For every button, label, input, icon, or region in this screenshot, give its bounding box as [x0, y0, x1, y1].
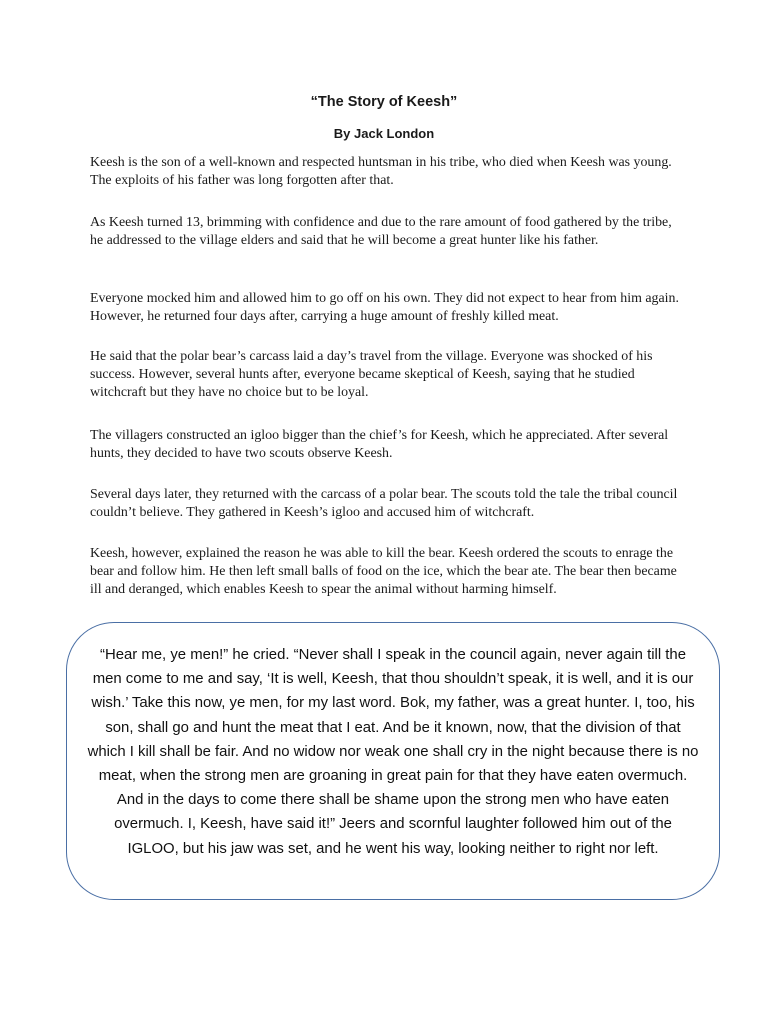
paragraph-2: As Keesh turned 13, brimming with confidence and due to the rare amount of food gathered by the tribe, he addressed to the village elders and said that he will become a great hunter like his father. [90, 215, 672, 248]
paragraph-5: The villagers constructed an igloo bigger than the chief’s for Keesh, which he appreciated. After several hunts, they decided to have two scouts observe Keesh. [90, 428, 669, 461]
paragraph-7: Keesh, however, explained the reason he was able to kill the bear. Keesh ordered the scouts to enrage the bear and follow him. He then left small balls of food on the ice, which the bear ate. The bear then became ill and deranged, which enables Keesh to spear the animal without harming himself. [90, 546, 677, 597]
quote-box [66, 622, 720, 900]
paragraph-4: He said that the polar bear’s carcass laid a day’s travel from the village. Everyone was shocked of his success. However, several hunts after, everyone became skeptical of Keesh, saying that he studied witchcraft but they have no choice but to be loyal. [90, 349, 653, 400]
document-title: “The Story of Keesh” [310, 94, 458, 110]
paragraph-3: Everyone mocked him and allowed him to go off on his own. They did not expect to hear from him again. However, he returned four days after, carrying a huge amount of freshly killed meat. [90, 291, 679, 324]
document-byline: By Jack London [333, 126, 435, 141]
paragraph-1: Keesh is the son of a well-known and respected huntsman in his tribe, who died when Keesh was young. The exploits of his father was long forgotten after that. [90, 155, 672, 188]
paragraph-6: Several days later, they returned with the carcass of a polar bear. The scouts told the tale the tribal council couldn’t believe. They gathered in Keesh’s igloo and accused him of witchcraft. [90, 487, 678, 520]
quote-text: “Hear me, ye men!” he cried. “Never shall I speak in the council again, never again till the men come to me and say, ‘It is well, Keesh, that thou shouldn’t speak, it is well, and it is our wish.’ Take this now, ye men, for my last word. Bok, my father, was a great hunter. I, too, his son, shall go and hunt the meat that I eat. And be it known, now, that the division of that which I kill shall be fair. And no widow nor weak one shall cry in the night because there is no meat, when the strong men are groaning in great pain for that they have eaten overmuch. And in the days to come there shall be shame upon the strong men who have eaten overmuch. I, Keesh, have said it!” Jeers and scornful laughter followed him out of the IGLOO, but his jaw was set, and he went his way, looking neither to right nor left. [87, 647, 699, 857]
